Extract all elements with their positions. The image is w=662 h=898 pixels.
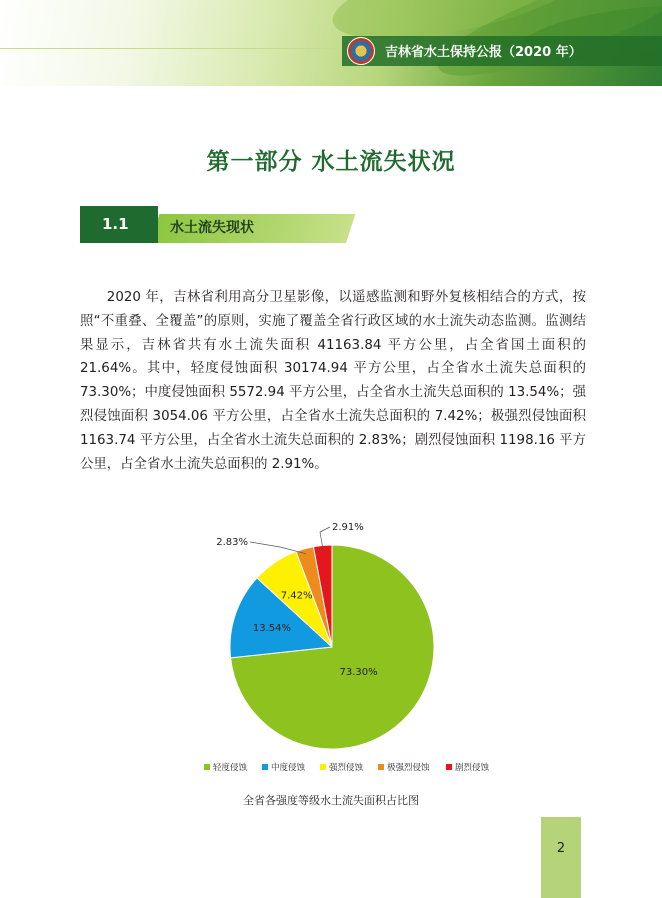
legend-swatch xyxy=(204,764,210,770)
header-title xyxy=(385,41,582,60)
pie-slice-label: 73.30% xyxy=(339,666,378,678)
body-text xyxy=(80,286,586,476)
section-title: 水土流失现状 xyxy=(170,220,254,236)
part-title: 第一部分 水土流失状况 xyxy=(206,149,456,175)
header-title-text: 吉林省水土保持公报（2020 年） xyxy=(385,45,582,60)
legend-swatch xyxy=(446,764,452,770)
legend-label: 强烈侵蚀 xyxy=(329,763,364,773)
section-number: 1.1 xyxy=(80,206,158,243)
legend-swatch xyxy=(320,764,326,770)
bureau-logo-icon xyxy=(347,37,375,65)
legend-label: 中度侵蚀 xyxy=(271,763,306,773)
pie-slice-label: 2.91% xyxy=(332,522,364,533)
page-number-tab xyxy=(541,817,581,898)
chart-caption: 全省各强度等级水土流失面积占比图 xyxy=(243,794,419,807)
section-heading xyxy=(80,206,346,243)
legend-label: 轻度侵蚀 xyxy=(213,763,248,773)
legend-label: 极强烈侵蚀 xyxy=(387,763,430,773)
body-paragraph: 2020 年，吉林省利用高分卫星影像，以遥感监测和野外复核相结合的方式，按照“不重叠、全覆盖”的原则，实施了覆盖全省行政区域的水土流失动态监测。监测结果显示，吉林省共有水土流失面积 41163.84 平方公里，占全省国土面积的 21.64%。其中，轻度侵蚀面积 30174.94 平方公里，占全省水土流失总面积的 73.30%；中度侵蚀面积 5572.94 平方公里，占全省水土流失总面积的 13.54%；强烈侵蚀面积 3054.06 平方公里，占全省水土流失总面积的 7.42%；极强烈侵蚀面积 1163.74 平方公里，占全省水土流失总面积的 2.83%；剧烈侵蚀面积 1198.16 平方公里，占全省水土流失总面积的 2.91%。 xyxy=(80,290,586,472)
erosion-pie-chart xyxy=(180,515,500,795)
pie-slice-label: 7.42% xyxy=(280,590,313,602)
header-rule xyxy=(0,48,342,49)
legend-label: 剧烈侵蚀 xyxy=(455,763,490,773)
legend-swatch xyxy=(262,764,268,770)
page-number: 2 xyxy=(556,841,566,856)
page-header xyxy=(0,0,662,86)
legend-swatch xyxy=(378,764,384,770)
pie-slice-label: 13.54% xyxy=(252,623,291,635)
pie-slice-label: 2.83% xyxy=(216,537,248,548)
